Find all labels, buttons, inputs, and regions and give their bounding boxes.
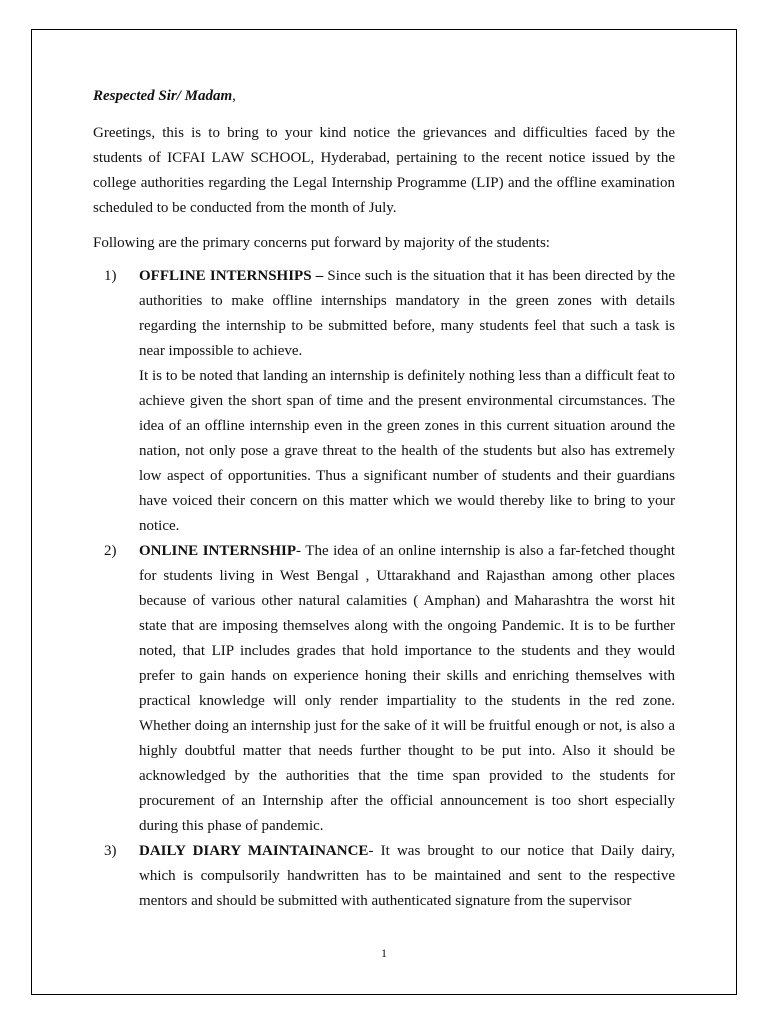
list-item-continuation: It is to be noted that landing an internship is definitely nothing less than a difficult feat to achieve given the short span of time and the present environmental circumstances. The idea of an offline internship even in the green zones in this current situation around the nation, not only pose a grave threat to the health of the students but also has extremely low aspect of opportunities. Thus a significant number of students and their guardians have voiced their concern on this matter which we would thereby like to bring to your notice. [139,368,675,534]
salutation-punctuation: , [232,88,236,104]
list-item-number: 3) [104,843,117,859]
list-item-text: - The idea of an online internship is also a far-fetched thought for students living in West Bengal , Uttarakhand and Rajasthan among other places because of various other natural calamities ( Amphan) and Maharashtra the worst hit state that are imposing themselves along with the ongoing Pandemic. It is to be further noted, that LIP includes grades that hold importance to the students and they would prefer to gain hands on experience honing their skills and enriching themselves with practical knowledge will only render impartiality to the students in the red zone. Whether doing an internship just for the sake of it will be fruitful enough or not, is also a highly doubtful matter that needs further thought to be put into. Also it should be acknowledged by the authorities that the time span provided to the students for procurement of an Internship after the official announcement is too short especially during this phase of pandemic. [139,543,675,834]
list-item-paragraph [139,539,675,839]
salutation [93,84,675,109]
list-item [93,264,675,539]
intro-paragraph: Following are the primary concerns put forward by majority of the students: [93,235,550,251]
list-item-text: - It was brought to our notice that Daily dairy, which is compulsorily handwritten has to be maintained and sent to the respective mentors and should be submitted with authenticated signature from the supervisor [139,843,676,909]
list-item-text: Since such is the situation that it has been directed by the authorities to make offline internships mandatory in the green zones with details regarding the internship to be submitted before, many students feel that such a task is near impossible to achieve. [139,268,675,359]
list-item-paragraph [139,264,675,364]
list-item-number: 1) [104,268,117,284]
list-item-number: 2) [104,543,117,559]
list-item-title: OFFLINE INTERNSHIPS – [139,268,324,284]
concerns-list [93,264,675,914]
list-item [93,539,675,839]
greeting-paragraph: Greetings, this is to bring to your kind notice the grievances and difficulties faced by the students of ICFAI LAW SCHOOL, Hyderabad, pertaining to the recent notice issued by the college authorities regarding the Legal Internship Programme (LIP) and the offline examination scheduled to be conducted from the month of July. [93,125,675,216]
list-item-paragraph [139,839,675,914]
letter-body [93,84,675,914]
salutation-text: Respected Sir/ Madam [93,88,233,104]
list-item-title: ONLINE INTERNSHIP [139,543,297,559]
list-item [93,839,675,914]
list-item-title: DAILY DIARY MAINTAINANCE [139,843,369,859]
page-number: 1 [381,946,387,960]
